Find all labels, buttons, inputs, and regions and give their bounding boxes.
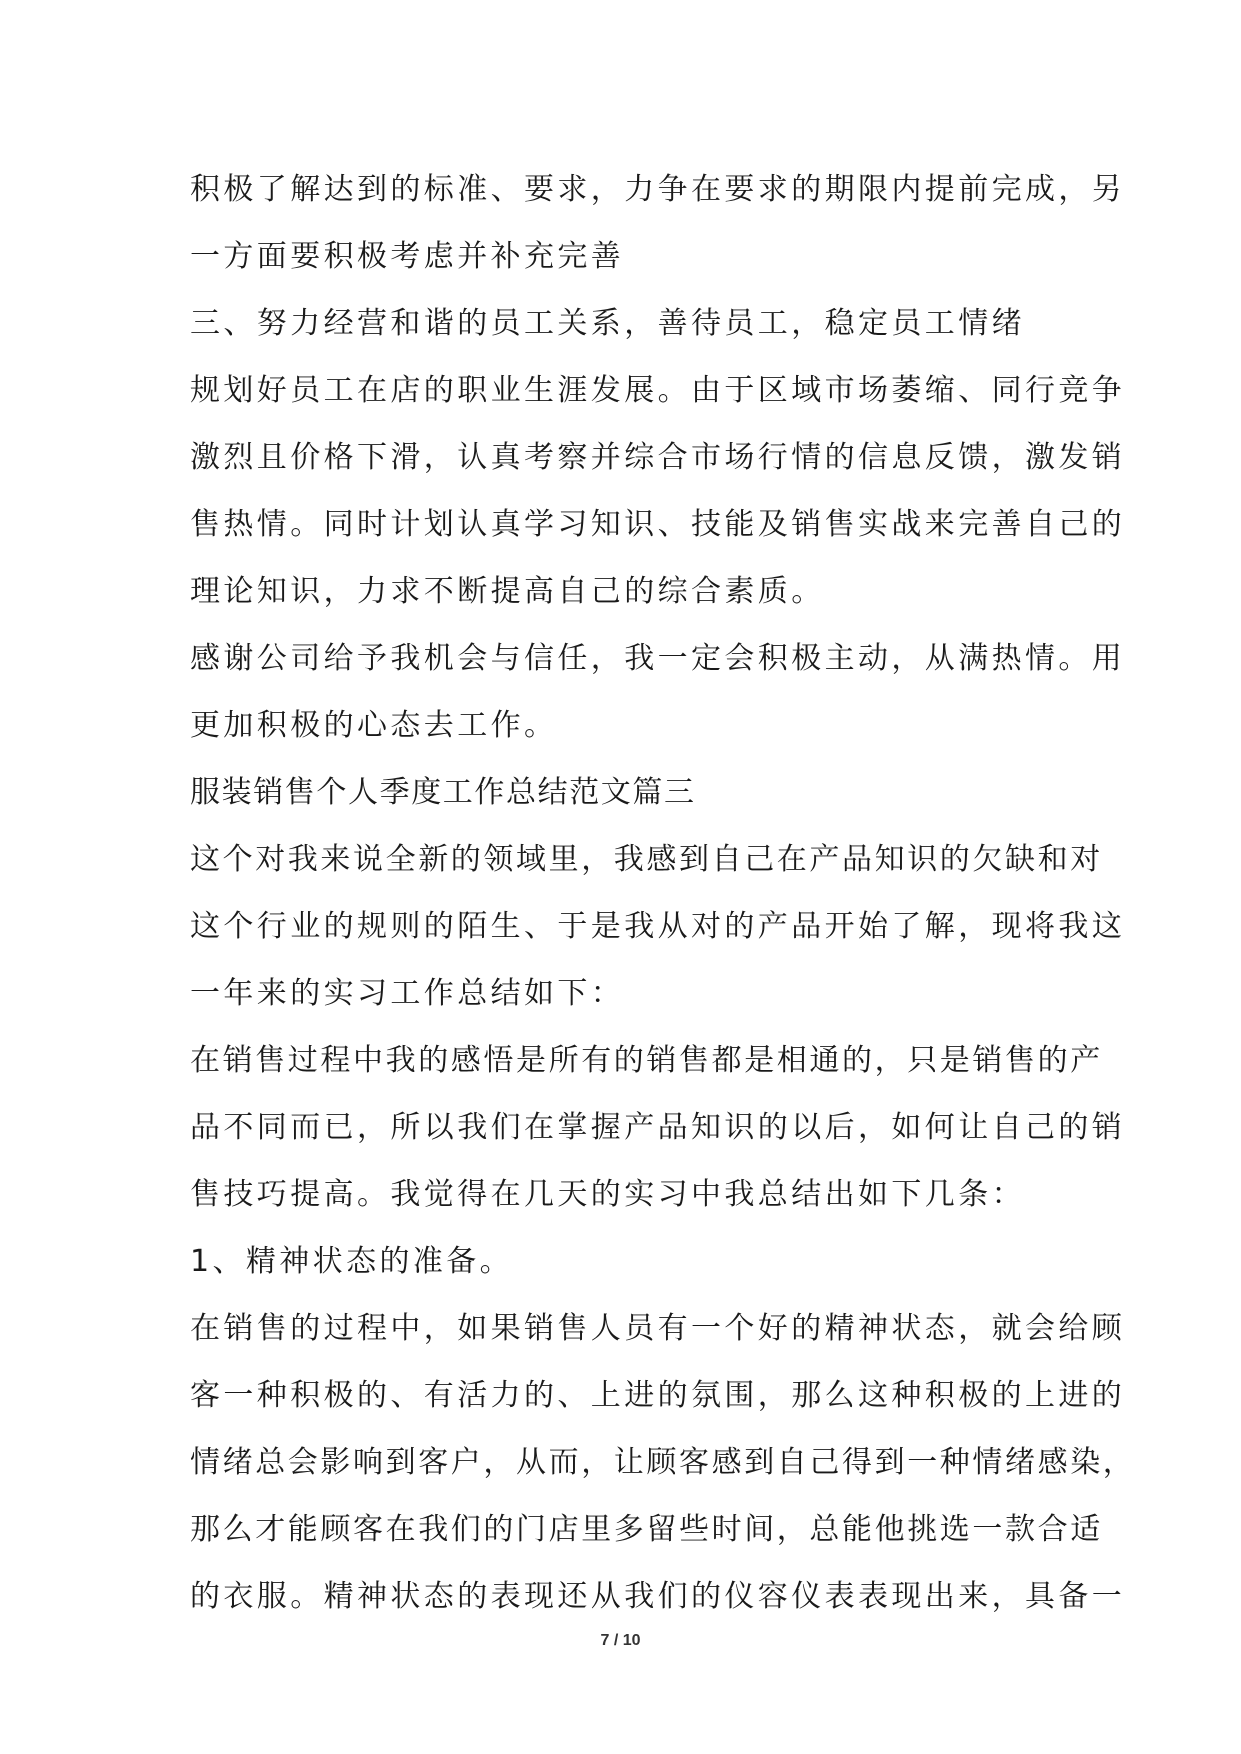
text-line: 理论知识，力求不断提高自己的综合素质。: [190, 574, 825, 609]
text-line: 规划好员工在店的职业生涯发展。由于区域市场萎缩、同行竞争: [190, 373, 1126, 408]
text-line: 一方面要积极考虑并补充完善: [190, 239, 625, 274]
text-line: 更加积极的心态去工作。: [190, 708, 558, 743]
list-item-heading: 1、精神状态的准备。: [190, 1244, 514, 1279]
text-line: 品不同而已，所以我们在掌握产品知识的以后，如何让自己的销: [190, 1110, 1126, 1145]
page-number: 7 / 10: [600, 1632, 641, 1649]
text-line: 客一种积极的、有活力的、上进的氛围，那么这种积极的上进的: [190, 1378, 1126, 1413]
text-line: 那么才能顾客在我们的门店里多留些时间，总能他挑选一款合适: [190, 1512, 1103, 1547]
text-line: 这个对我来说全新的领域里，我感到自己在产品知识的欠缺和对: [190, 842, 1103, 877]
text-line: 的衣服。精神状态的表现还从我们的仪容仪表表现出来，具备一: [190, 1579, 1126, 1614]
document-body: [190, 156, 1136, 1630]
text-line: 感谢公司给予我机会与信任，我一定会积极主动，从满热情。用: [190, 641, 1126, 676]
article-title: 服装销售个人季度工作总结范文篇三: [190, 775, 696, 810]
text-line: 售技巧提高。我觉得在几天的实习中我总结出如下几条：: [190, 1177, 1025, 1212]
text-line: 在销售的过程中，如果销售人员有一个好的精神状态，就会给顾: [190, 1311, 1126, 1346]
text-line: 售热情。同时计划认真学习知识、技能及销售实战来完善自己的: [190, 507, 1126, 542]
text-line: 这个行业的规则的陌生、于是我从对的产品开始了解，现将我这: [190, 909, 1126, 944]
section-heading: 三、努力经营和谐的员工关系，善待员工，稳定员工情绪: [190, 306, 1025, 341]
text-line: 激烈且价格下滑，认真考察并综合市场行情的信息反馈，激发销: [190, 440, 1126, 475]
text-line: 积极了解达到的标准、要求，力争在要求的期限内提前完成，另: [190, 172, 1126, 207]
text-line: 在销售过程中我的感悟是所有的销售都是相通的，只是销售的产: [190, 1043, 1103, 1078]
text-line: 一年来的实习工作总结如下：: [190, 976, 625, 1011]
text-line: 情绪总会影响到客户，从而，让顾客感到自己得到一种情绪感染，: [190, 1445, 1136, 1480]
